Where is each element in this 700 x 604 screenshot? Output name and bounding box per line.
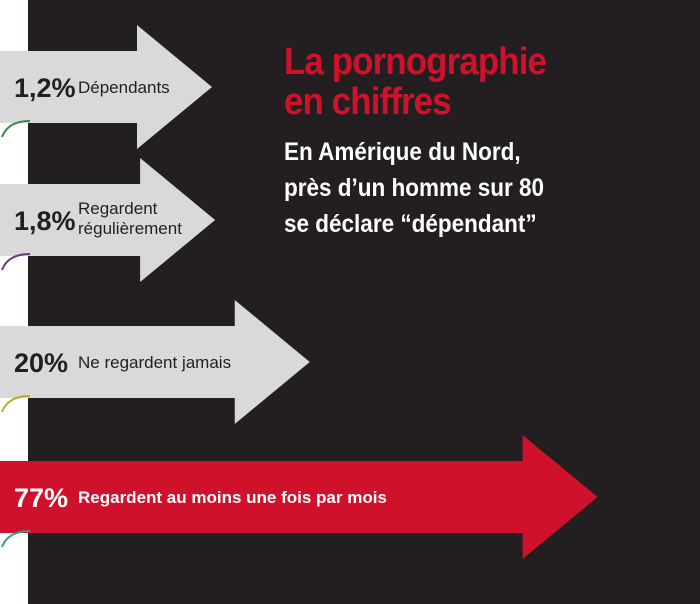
value-label-3: 20% (14, 348, 69, 378)
category-label-4: Regardent au moins une fois par mois (78, 488, 387, 507)
chart-subtitle (284, 134, 644, 242)
arrow-fold-1 (2, 121, 30, 137)
chart-title (284, 42, 652, 122)
chart-subtitle-line-2: près d’un homme sur 80 (284, 174, 545, 202)
value-label-1: 1,2% (14, 73, 76, 103)
chart-subtitle-line-1: En Amérique du Nord, (284, 138, 521, 166)
arrow-fold-2 (2, 254, 30, 270)
category-label-1: Dépendants (78, 78, 170, 97)
arrow-fold-3 (2, 396, 30, 412)
arrow-fold-4 (2, 531, 30, 547)
category-label-3: Ne regardent jamais (78, 353, 232, 372)
category-label-2: Regardent régulièrement (78, 199, 182, 238)
value-label-4: 77% (14, 483, 69, 513)
chart-title-line-1: La pornographie (284, 41, 547, 83)
value-label-2: 1,8% (14, 206, 76, 236)
chart-title-line-2: en chiffres (284, 81, 451, 123)
chart-subtitle-line-3: se déclare “dépendant” (284, 210, 537, 238)
